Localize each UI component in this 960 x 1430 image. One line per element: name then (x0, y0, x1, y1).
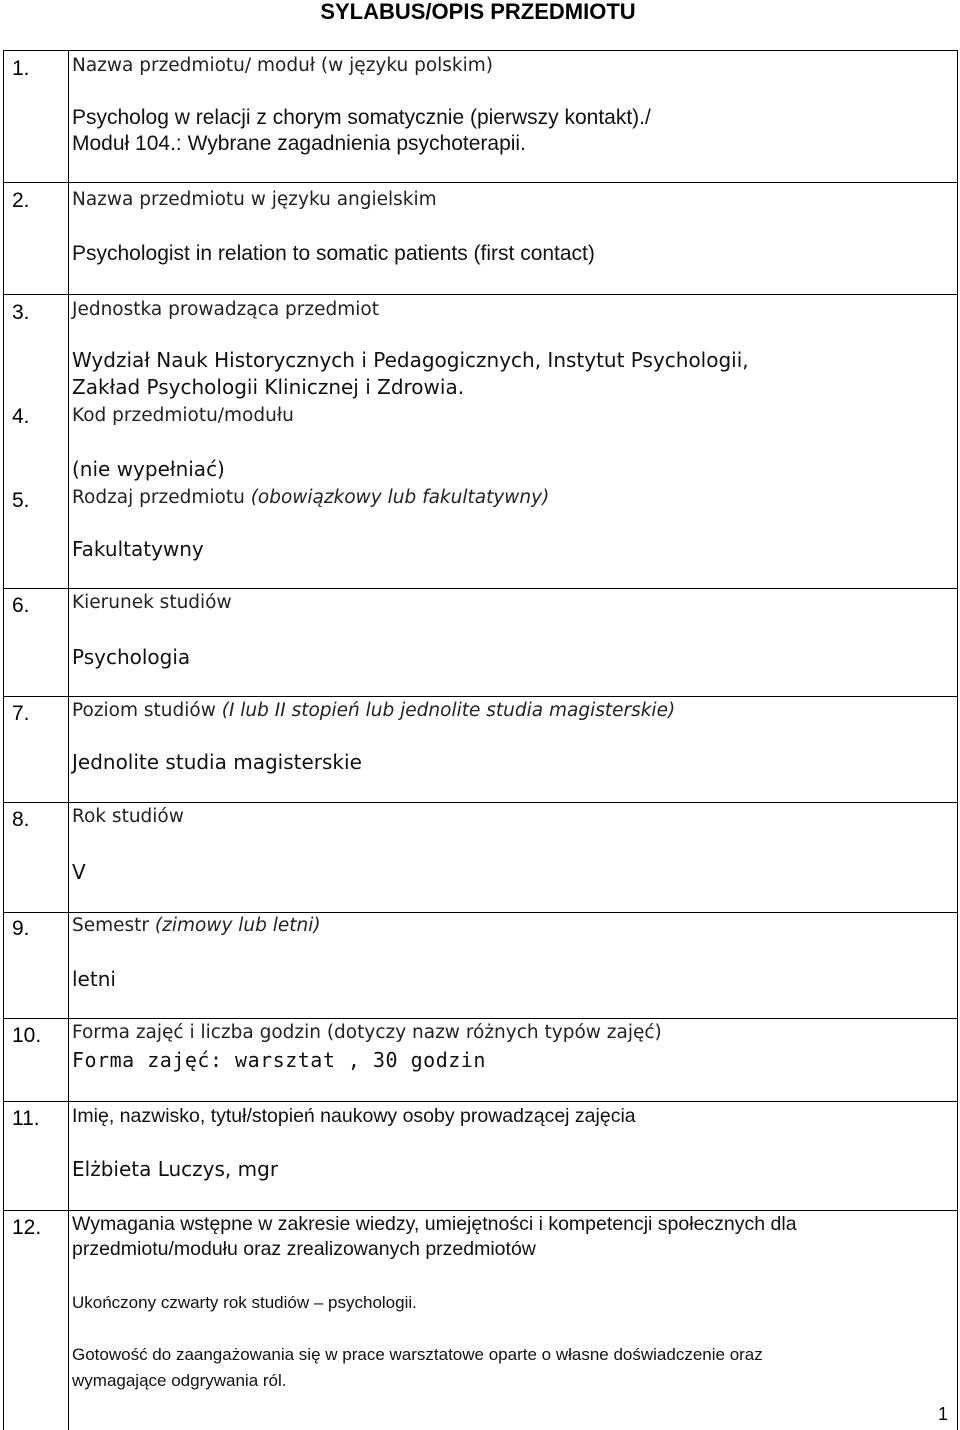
row-divider (4, 1101, 957, 1102)
row-value: Wydział Nauk Historycznych i Pedagogicznych, Instytut Psychologii, (72, 348, 749, 372)
row-label: Forma zajęć i liczba godzin (dotyczy nazw różnych typów zajęć) (72, 1022, 662, 1043)
page-number: 1 (937, 1404, 948, 1424)
row-label: Kierunek studiów (72, 592, 232, 613)
row-divider (4, 294, 957, 295)
syllabus-table (3, 50, 958, 1430)
row-number: 8. (12, 808, 30, 831)
column-divider (68, 50, 69, 1430)
row-label: przedmiotu/modułu oraz zrealizowanych przedmiotów (72, 1238, 536, 1260)
row-value: Psychologist in relation to somatic patients (first contact) (72, 242, 595, 265)
row-value: (nie wypełniać) (72, 457, 225, 481)
row-value: Elżbieta Luczys, mgr (72, 1157, 279, 1181)
row-label: Nazwa przedmiotu/ moduł (w języku polskim) (72, 55, 494, 76)
row-divider (4, 696, 957, 697)
label-note: (I lub II stopień lub jednolite studia magisterskie) (221, 700, 676, 721)
row-value: wymagające odgrywania ról. (72, 1371, 287, 1390)
row-value: Psychologia (72, 645, 191, 669)
row-value: V (72, 860, 86, 884)
row-label (72, 914, 952, 938)
row-number: 9. (12, 917, 30, 940)
row-label (72, 486, 952, 510)
row-label: Rok studiów (72, 806, 184, 827)
label-text: Rodzaj przedmiotu (72, 487, 245, 508)
row-number: 3. (12, 301, 30, 324)
row-number: 11. (12, 1107, 40, 1130)
row-number: 1. (12, 57, 30, 80)
row-divider (4, 802, 957, 803)
row-label: Kod przedmiotu/modułu (72, 405, 294, 426)
row-number: 7. (12, 702, 30, 725)
row-label: Wymagania wstępne w zakresie wiedzy, umiejętności i kompetencji społecznych dla (72, 1213, 797, 1235)
row-value: Moduł 104.: Wybrane zagadnienia psychoterapii. (72, 132, 526, 155)
row-number: 4. (12, 405, 30, 428)
label-note: (obowiązkowy lub fakultatywny) (250, 487, 550, 508)
row-value: Zakład Psychologii Klinicznej i Zdrowia. (72, 375, 465, 399)
row-value: Jednolite studia magisterskie (72, 750, 362, 774)
row-value: Gotowość do zaangażowania się w prace warsztatowe oparte o własne doświadczenie oraz (72, 1345, 763, 1364)
document-title: SYLABUS/OPIS PRZEDMIOTU (320, 0, 636, 24)
row-value: Fakultatywny (72, 537, 204, 561)
row-number: 12. (12, 1216, 42, 1239)
row-divider (4, 1210, 957, 1211)
row-label: Nazwa przedmiotu w języku angielskim (72, 189, 437, 210)
row-divider (4, 912, 957, 913)
row-divider (4, 182, 957, 183)
row-divider (4, 1018, 957, 1019)
row-number: 6. (12, 594, 30, 617)
row-number: 2. (12, 189, 30, 212)
row-label: Imię, nazwisko, tytuł/stopień naukowy osoby prowadzącej zajęcia (72, 1105, 636, 1127)
row-value: letni (72, 967, 116, 991)
row-label: Jednostka prowadząca przedmiot (72, 299, 379, 320)
row-number: 10. (12, 1024, 42, 1047)
row-label (72, 699, 952, 723)
row-number: 5. (12, 489, 30, 512)
row-value: Ukończony czwarty rok studiów – psychologii. (72, 1293, 417, 1312)
label-text: Semestr (72, 915, 150, 936)
row-divider (4, 50, 957, 51)
row-value: Psycholog w relacji z chorym somatycznie (pierwszy kontakt)./ (72, 106, 651, 129)
label-note: (zimowy lub letni) (154, 915, 321, 936)
label-text: Poziom studiów (72, 700, 216, 721)
row-value: Forma zajęć: warsztat , 30 godzin (72, 1048, 486, 1072)
row-divider (4, 588, 957, 589)
